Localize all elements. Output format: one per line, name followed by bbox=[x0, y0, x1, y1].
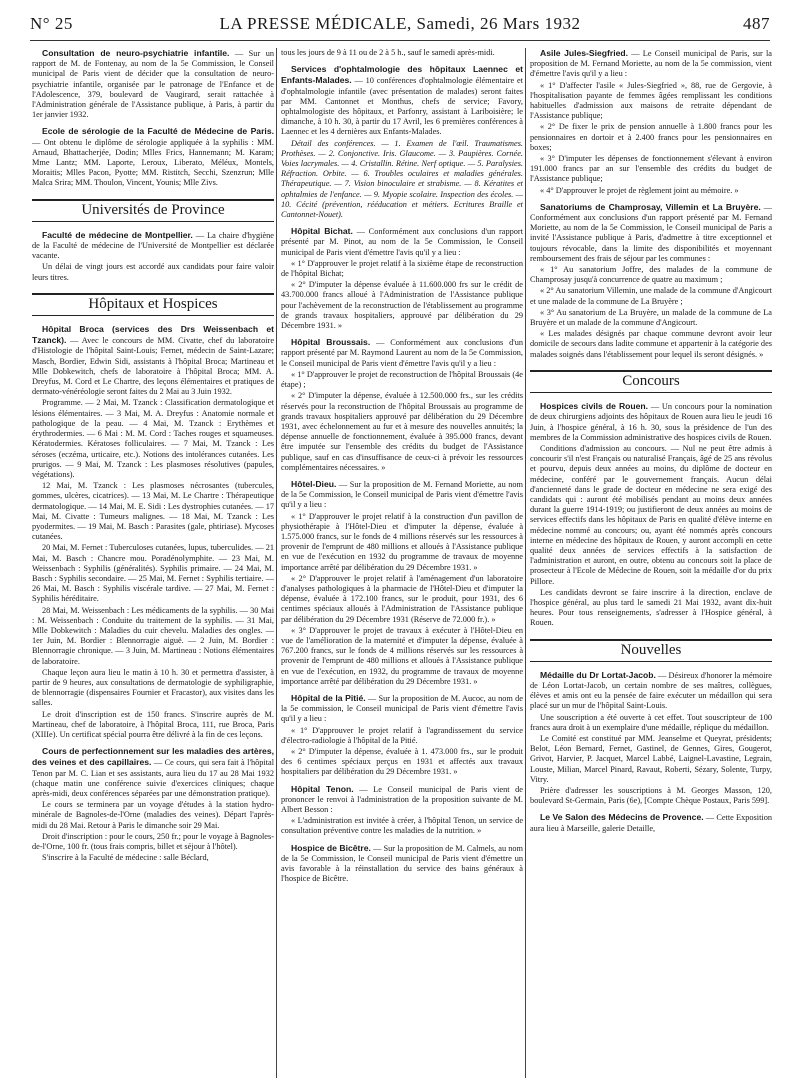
article-heading: Consultation de neuro-psychiatrie infantile. bbox=[42, 48, 230, 58]
paragraph: Détail des conférences. — 1. Examen de l'œil. Traumatismes. Prothèses. — 2. Conjonctive. Iris. Glaucome. — 3. Paupières. Cornée. Voies lacrymales. — 4. Cristallin. Rétine. Nerf optique. — 5. Paralysies. Réfraction. Orbite. — 6. Troubles oculaires et maladies générales. Thérapeutique. — 7. Vision binoculaire et strabisme. — 8. Kératites et ophtalmies de l'enfance. — 9. Myopie scolaire. Inspection des écoles. — 10. Cécité (prévention, rééducation et métiers. Ecritures Braille et Cantonnet-Nouet). bbox=[281, 138, 523, 220]
paragraph: « 3° D'approuver le projet de travaux à exécuter à l'Hôtel-Dieu en vue de l'amélioration de la maternité et d'imputer la dépense, évaluée à 767.200 francs, sur le fonds de 4 millions réservés sur les ressources à provenir de l'emprunt de 480 millions et alloués à l'Assistance publique en vue de l'exécution, en 1932, du programme de travaux de moyenne importance arrêté par délibération du 29 Décembre 1931. » bbox=[281, 625, 523, 686]
article-text: — Sur la proposition de M. Aucoc, au nom de la 5e commission, le Conseil municipal de Paris vient d'émettre l'avis qu'il y a lieu : bbox=[281, 693, 523, 724]
article bbox=[530, 48, 772, 80]
article-heading: Hôpital Broca (services des Drs Weissenbach et Tzanck). bbox=[32, 324, 274, 346]
page-header bbox=[30, 14, 770, 40]
journal-title: LA PRESSE MÉDICALE, Samedi, 26 Mars 1932 bbox=[219, 14, 581, 33]
section-title: Concours bbox=[530, 370, 772, 393]
article-text: — 10 conférences d'ophtalmologie élémentaire et d'ophtalmologie infantile (avec présentation de malades) seront faites par MM. Cantonnet et Monthus, chefs de service; Favory, ophtalmologiste des hôpitaux, et Parfonry, assistant à Lariboisière; le dimanche, à 10 h. 30, à partir du 17 Avril, les 6 premières conférences à Laennec et les 4 dernières aux Enfants-Malades. bbox=[281, 76, 523, 137]
article-heading: Asile Jules-Siegfried. bbox=[540, 48, 629, 58]
article-text: — Sur un rapport de M. de Fontenay, au nom de la 5e Commission, le Conseil municipal de Paris vient de décider que la consultation de neuro-psychiatrie infantile, organisée par le patronage de l'Enfance et de l'Adolescence, 379, boulevard de Vaugirard, serait rattachée à l'Administration générale de l'Assistance publique, à Paris, à partir du 1er janvier 1932. bbox=[32, 49, 274, 120]
paragraph: « 2° Au sanatorium Villemin, une malade de la commune d'Angicourt et une malade de la commune de La Bruyère ; bbox=[530, 286, 772, 306]
paragraph: « 2° De fixer le prix de pension annuelle à 1.800 francs pour les pensionnaires en dortoir et à 2.400 francs pour les pensionnaires en boxes; bbox=[530, 122, 772, 152]
article-text: — Ce cours, qui sera fait à l'hôpital Tenon par M. C. Lian et ses assistants, aura lieu du 17 au 28 Mai 1932 (chaque matin une conférence suivie d'exercices cliniques; chaque après-midi, deux conférences séparées par une démonstration pratique). bbox=[32, 758, 274, 798]
article-heading: Médaille du Dr Lortat-Jacob. bbox=[540, 669, 656, 680]
column-3 bbox=[530, 48, 772, 1076]
paragraph: « 2° D'approuver le projet relatif à l'aménagement d'un laboratoire d'analyses pathologiques à la pharmacie de l'Hôtel-Dieu et d'imputer la dépense, évaluée à 172.100 francs, sur le produit, pour 1931, des 6 centimes spéciaux alloués à l'Administration de l'Assistance publique par délibération du 29 Décembre 1931 (Réserve de 72.000 fr.). » bbox=[281, 573, 523, 624]
article-heading: Sanatoriums de Champrosay, Villemin et La Bruyère. bbox=[540, 201, 761, 212]
article bbox=[32, 746, 274, 799]
paragraph: Programme. — 2 Mai, M. Tzanck : Classification dermatologique et lésions élémentaires. — 3 Mai, M. A. Dreyfus : Anatomie normale et pathologique de la peau. — 4 Mai, M. Tzanck : Erythèmes et érythrodermies. — 6 Mai : M. M. Cord : Taches rouges et squameuses. Kératodermies. Kératoses folliculaires. — 7 Mai, M. Tzanck : Les séroses (eczéma, urticaire, etc.). Notions des intolérances cutanées. Les prurigos. — 9 Mai, M. Tzanck : Les plasmoses résolutives (papules, végétations). bbox=[32, 398, 274, 479]
paragraph: Une souscription a été ouverte à cet effet. Tout souscripteur de 100 francs aura droit à un exemplaire d'une médaille, réplique du médaillon. bbox=[530, 712, 772, 732]
column-divider bbox=[276, 48, 277, 1078]
article bbox=[530, 670, 772, 712]
article-text: — Le Conseil municipal de Paris vient de prononcer le renvoi à l'administration de la proposition suivante de M. Albert Besson : bbox=[281, 784, 523, 815]
paragraph: Les candidats devront se faire inscrire à la direction, enclave de l'hospice général, au plus tard le samedi 21 Mai 1932, avant dix-huit heures. Pour tous renseignements, s'adresser à l'Hospice général, à Rouen. bbox=[530, 587, 772, 628]
article bbox=[281, 226, 523, 258]
article bbox=[530, 401, 772, 443]
paragraph: « 1° D'approuver le projet relatif à la sixième étape de reconstruction de l'hôpital Bichat; bbox=[281, 258, 523, 279]
column-2 bbox=[281, 48, 523, 1076]
section-title: Nouvelles bbox=[530, 639, 772, 662]
article bbox=[281, 337, 523, 369]
article bbox=[32, 48, 274, 120]
article bbox=[281, 843, 523, 885]
article-text: — Sur la proposition de M. Calmels, au nom de la 5e Commission, le Conseil municipal de Paris vient d'émettre un avis favorable à la réinstallation du service des bains généraux à l'hospice de Bicêtre. bbox=[281, 843, 523, 884]
paragraph: « 2° D'imputer la dépense, évaluée à 12.500.000 frs., sur les crédits réservés pour la reconstruction de l'hôpital Broussais au programme de grands travaux hospitaliers approuvé par délibération du 29 Décembre 1931, avec échelonnement au fur et à mesure des nouvelles annuités; la dépense annuelle de fonctionnement, évaluée à 395.000 francs, devant être imputée sur l'ensemble des crédits du budget de l'Assistance publique, sauf en cas d'insuffisance de ceux-ci à prévoir les ressources complémentaires nécessaires. » bbox=[281, 391, 523, 472]
article bbox=[530, 812, 772, 833]
article-heading: Hôtel-Dieu. bbox=[291, 478, 337, 489]
paragraph: Le cours se terminera par un voyage d'études à la station hydro-minérale de Bagnoles-de-l'Orne (maladies des veines). Départ l'après-midi du 28 Mai. Retour à Paris le dimanche soir 29 Mai. bbox=[32, 800, 274, 830]
column-1 bbox=[32, 48, 274, 1076]
paragraph: Conditions d'admission au concours. — Nul ne peut être admis à concourir s'il n'est Français ou naturalisé Français, âgé de 25 ans révolus et pourvu, depuis deux années au moins, du diplôme de docteur en médecine, conféré par le gouvernement français. Aucun délai d'ancienneté dans le grade de docteur en médecine ne sera exigé des candidats qui : auront été mobilisés pendant au moins deux années durant la guerre 1914-1919; ou justifieront de deux années au moins de services effectifs dans les hôpitaux de Paris en qualité d'élève interne en médecine nommé au concours; ou, ayant été nommés après concours interne en médecine des hôpitaux de Rouen, y auront accompli en cette qualité deux années de services effectifs à la satisfaction de l'administration et auront, en outre, obtenu au concours soit la place de prosecteur à l'Ecole de Médecine de Rouen, soit la médaille d'or du prix Pillore. bbox=[530, 443, 772, 586]
paragraph: 20 Mai, M. Fernet : Tuberculoses cutanées, lupus, tuberculides. — 21 Mai, M. Basch : Chancre mou. Poradénolymphite. — 23 Mai, M. Weissenbach : Syphilis (généralités). Syphilis primaire. — 24 Mai, M. Basch : Syphilis secondaire. — 25 Mai, M. Fernet : Syphilis tertiaire. — 26 Mai, M. Basch : Syphilis viscérale tardive. — 27 Mai, M. Fernet : Syphilis héréditaire. bbox=[32, 543, 274, 604]
article-text: — Un concours pour la nomination de deux chirurgiens adjoints des hôpitaux de Rouen aura lieu le jeudi 16 Juin, à l'hospice général, à 16 h. 30, sous la présidence de l'un des membres de la Commission administrative des hospices civils de Rouen. bbox=[530, 402, 772, 442]
article bbox=[281, 693, 523, 725]
paragraph: « 2° D'imputer la dépense, évaluée à 1. 473.000 frs., sur le produit des 6 centimes spéciaux perçus en 1931 et affectés aux travaux hospitaliers par délibération du 29 Décembre 1931. » bbox=[281, 747, 523, 777]
paragraph: « 3° Au sanatorium de La Bruyère, un malade de la commune de La Bruyère et un malade de la commune d'Angicourt. bbox=[530, 307, 772, 328]
article bbox=[32, 230, 274, 262]
article-heading: Ecole de sérologie de la Faculté de Médecine de Paris. bbox=[42, 126, 274, 137]
article-text: — Le Conseil municipal de Paris, sur la proposition de M. Fernand Moriette, au nom de la 5e commission, vient d'émettre l'avis qu'il y a lieu : bbox=[530, 49, 772, 79]
column-divider bbox=[525, 48, 526, 1078]
paragraph: Un délai de vingt jours est accordé aux candidats pour faire valoir leurs titres. bbox=[32, 262, 274, 282]
article-heading: Cours de perfectionnement sur les maladies des artères, des veines et des capillaires. bbox=[32, 746, 274, 768]
paragraph: 28 Mai, M. Weissenbach : Les médicaments de la syphilis. — 30 Mai : M. Weissenbach : Conduite du traitement de la syphilis. — 31 Mai, Mlle Dobkewitch : Maladies du cuir chevelu. Maladies des ongles. — 1er Juin, M. Bordier : Blennorragie aiguë. — 2 Juin, M. Bordier : Blennorragie chronique. — 3 Juin, M. Martineau : Notions élémentaires de laboratoire. bbox=[32, 605, 274, 666]
paragraph: « 2° D'imputer la dépense évaluée à 11.600.000 frs sur le crédit de 43.700.000 francs alloué à l'Administration de l'Assistance publique pour l'achèvement de la reconstruction de l'établissement au programme de grands travaux hospitaliers, approuvé par délibération du 29 Décembre 1931. » bbox=[281, 280, 523, 331]
article-heading: Le Ve Salon des Médecins de Provence. bbox=[540, 812, 704, 823]
article bbox=[32, 126, 274, 188]
article-heading: Hôpital Bichat. bbox=[291, 226, 353, 237]
article-text: — Avec le concours de MM. Civatte, chef du laboratoire d'Histologie de l'hôpital Saint-Louis; Fernet, médecin de Saint-Lazare; Masch, Bordier, Edwin Sidi, assistants à l'hôpital Broca; Martineau et Mlle Dobkewitch, chefs de laboratoire à l'hôpital Broca; MM. A. Dreyfus, M. Cord et Le Chartre, des leçons élémentaires et pratiques de dermato-vénéréologie seront faites du 2 Mai au 3 Juin 1932. bbox=[32, 336, 274, 397]
paragraph: Chaque leçon aura lieu le matin à 10 h. 30 et permettra d'assister, à partir de 9 heures, aux consultations de dermatologie de syphiligraphie, de blennorragie (dispensaires Fournier et Fracastor), aux visites dans les salles. bbox=[32, 667, 274, 708]
article-text: — Désireux d'honorer la mémoire de Léon Lortat-Jacob, un certain nombre de ses maîtres, collègues, élèves et amis ont eu la pensée de faire exécuter un médaillon qui sera placé sur un mur de l'hôpital Saint-Louis. bbox=[530, 670, 772, 711]
paragraph: S'inscrire à la Faculté de médecine : salle Béclard, bbox=[42, 853, 209, 863]
paragraph: tous les jours de 9 à 11 ou de 2 à 5 h., sauf le samedi après-midi. bbox=[281, 48, 495, 57]
article bbox=[32, 324, 274, 397]
paragraph: « 1° D'affecter l'asile « Jules-Siegfried », 88, rue de Gergovie, à l'hospitalisation payante de femmes âgées remplissant les conditions habituelles d'admission aux maisons de retraite dépendant de l'Assistance publique; bbox=[530, 80, 772, 121]
issue-number: N° 25 bbox=[30, 14, 73, 33]
paragraph: « 4° D'approuver le projet de règlement joint au mémoire. » bbox=[540, 185, 739, 195]
article-heading: Hôpital Broussais. bbox=[291, 337, 371, 348]
page-number: 487 bbox=[743, 14, 770, 33]
article-heading: Faculté de médecine de Montpellier. bbox=[42, 229, 193, 240]
article-text: — Conformément aux conclusions d'un rapport présenté par M. Raymond Laurent au nom de la 5e Commission, le Conseil municipal de Paris vient d'émettre l'avis qu'il y a lieu : bbox=[281, 338, 523, 368]
article-text: — Cette Exposition aura lieu à Marseille, galerie Detaille, bbox=[530, 813, 772, 833]
paragraph: Prière d'adresser les souscriptions à M. Georges Masson, 120, boulevard St-Germain, Paris (6e), [Compte Chèque Postaux, Paris 599]. bbox=[530, 786, 772, 806]
article-text: — Conformément aux conclusions d'un rapport présenté par M. Pinot, au nom de la 5e Commission, le Conseil municipal de Paris vient d'émettre l'avis qu'il y a lieu : bbox=[281, 227, 523, 257]
article-heading: Hôpital de la Pitié. bbox=[291, 692, 366, 703]
article-text: — Conformément aux conclusions d'un rapport présenté par M. Fernand Moriette, au nom de la 5e Commission, le Conseil municipal de Paris a invité l'Assistance publique à Paris, d'admettre à titre exceptionnel et toujours révocable, dans la limite des disponibilités et moyennant remboursement des frais de séjour par les communes : bbox=[530, 202, 772, 263]
paragraph: Le droit d'inscription est de 150 francs. S'inscrire auprès de M. Martineau, chef de laboratoire, à l'hôpital Broca, 111, rue Broca, Paris (XIIIe). Un certificat spécial pourra être délivré à la fin de ces leçons. bbox=[32, 709, 274, 739]
article bbox=[281, 784, 523, 816]
article-text: — La chaire d'hygiène de la Faculté de médecine de l'Université de Montpellier est déclarée vacante. bbox=[32, 230, 274, 261]
article bbox=[530, 202, 772, 264]
paragraph: « 1° Au sanatorium Joffre, des malades de la commune de Champrosay jusqu'à concurrence de quatre au maximum ; bbox=[530, 265, 772, 285]
paragraph: Le Comité est constitué par MM. Jeanselme et Queyrat, présidents; Belot, Léon Bernard, Fernet, Gastinel, de Gennes, Gires, Gougerot, Grivot, Harvier, P. Jacquet, Marcel Labbé, Laignel-Lavastine, Legrain, Louste, Milian, Marcel Pinard, Ravaut, Roberti, Sézary, Solente, Turpy, Vitry. bbox=[530, 733, 772, 784]
paragraph: 12 Mai, M. Tzanck : Les plasmoses nécrosantes (tubercules, gommes, ulcères, cicatrices). — 13 Mai, M. Le Chartre : Thérapeutique dermatologique. — 14 Mai, M. E. Sidi : Les dystrophies cutanées. — 17 Mai, M. Civatte : Tumeurs malignes. — 18 Mai, M. Tzanck : Les pyodermites. — 19 Mai, M. Basch : Parasites (gale, phtiriase). Mycoses cutanées. bbox=[32, 481, 274, 542]
article-heading: Hôpital Tenon. bbox=[291, 783, 354, 794]
paragraph: « 1° D'approuver le projet de reconstruction de l'hôpital Broussais (4e étape) ; bbox=[281, 369, 523, 390]
article bbox=[281, 479, 523, 511]
header-rule bbox=[30, 40, 770, 41]
paragraph: « 1° D'approuver le projet relatif à l'agrandissement du service d'électro-radiologie à l'hôpital de la Pitié. bbox=[281, 725, 523, 745]
article bbox=[281, 64, 523, 137]
paragraph: « 1° D'approuver le projet relatif à la construction d'un pavillon de physiothérapie à l'Hôtel-Dieu et d'imputer la dépense, évaluée à 1.575.000 francs, sur le fonds de 4 millions réservés sur les ressources à provenir de l'emprunt de 480 millions et alloués à l'Assistance publique en vue de l'exécution en 1932 du programme de travaux de moyenne importance arrêté par délibération du 29 Décembre 1931. » bbox=[281, 511, 523, 572]
paragraph: « 3° D'imputer les dépenses de fonctionnement s'élevant à environ 191.000 francs par an sur l'ensemble des crédits du budget de l'Assistance publique; bbox=[530, 154, 772, 184]
paragraph: « Les malades désignés par chaque commune devront avoir leur domicile de secours dans ladite commune et appartenir à la catégorie des malades soignés dans l'établissement pour lequel ils seront désignés. » bbox=[530, 329, 772, 359]
article-heading: Hospices civils de Rouen. bbox=[540, 401, 649, 412]
section-title: Hôpitaux et Hospices bbox=[32, 293, 274, 316]
paragraph: Droit d'inscription : pour le cours, 250 fr.; pour le voyage à Bagnoles-de-l'Orne, 100 fr. (tous frais compris, billet et séjour à l'hôtel). bbox=[32, 831, 274, 852]
article-text: — Sur la proposition de M. Fernand Moriette, au nom de la 5e Commission, le Conseil municipal de Paris vient d'émettre l'avis qu'il y a lieu : bbox=[281, 479, 523, 510]
article-heading: Hospice de Bicêtre. bbox=[291, 842, 371, 853]
section-title: Universités de Province bbox=[32, 199, 274, 222]
paragraph: « L'administration est invitée à créer, à l'hôpital Tenon, un service de consultation préventive contre les maladies de la nutrition. » bbox=[281, 816, 523, 836]
article-heading: Services d'ophtalmologie des hôpitaux Laennec et Enfants-Malades. bbox=[281, 64, 523, 86]
article-text: — Ont obtenu le diplôme de sérologie appliquée à la syphilis : MM. Arnaud, Bhattacherjée, Dodin; Mlles Frics, Hannemann; M. Karam; Mme Lantz; MM. Laporte, Leroux, Liberato, Méléux, Montels, Moraitis; Mlles Pacon, Pyotte; MM. Ristitch, Secchi, Szenzrun; Mlle Malca Srira; MM. Thoulon, Vincent, Younis; Mlle Zivs. bbox=[32, 137, 274, 188]
